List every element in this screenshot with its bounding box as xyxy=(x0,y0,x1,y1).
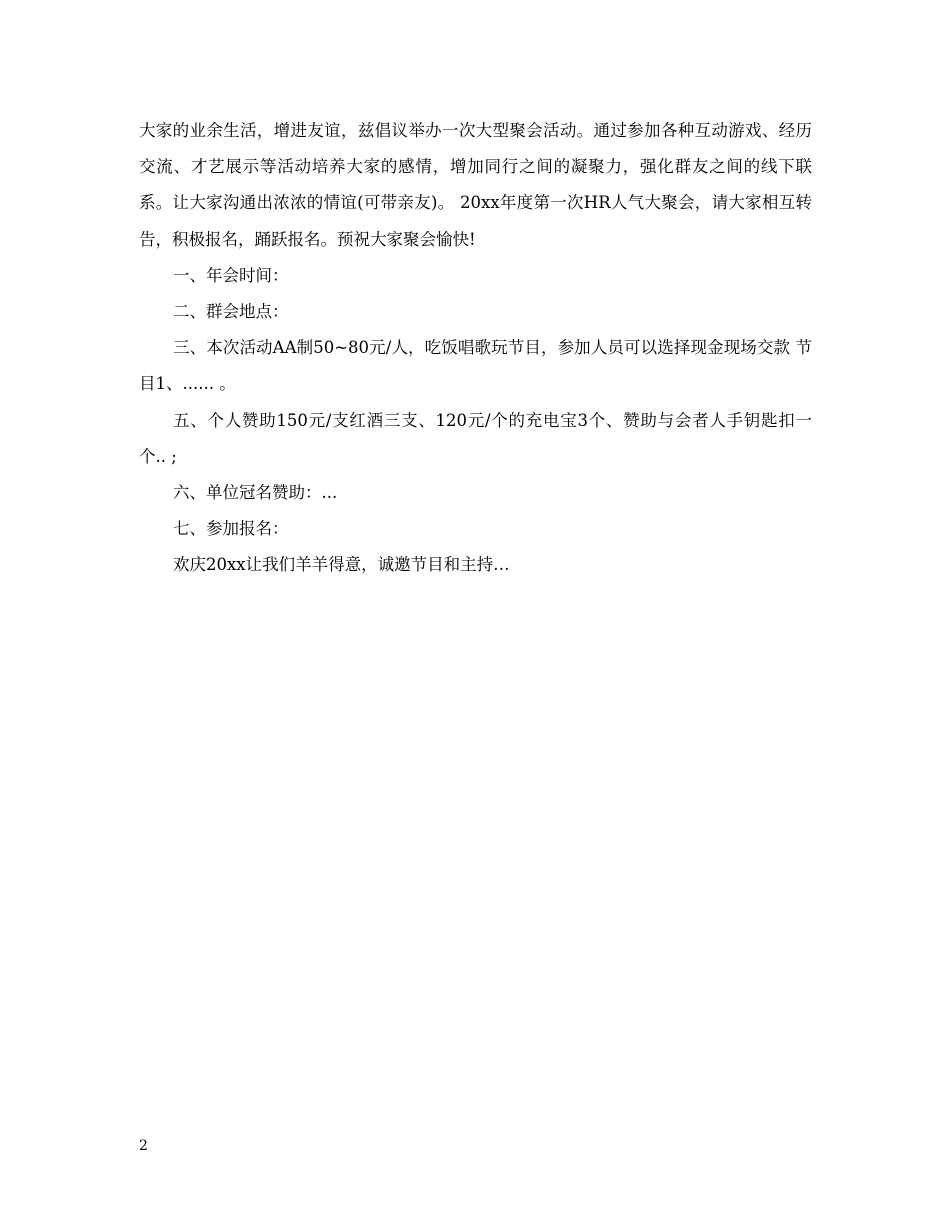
item-registration: 七、参加报名： xyxy=(173,519,289,539)
item-meeting-location: 二、群会地点： xyxy=(173,302,289,322)
document-body xyxy=(139,113,812,584)
item-title-sponsorship: 六、单位冠名赞助：... xyxy=(173,483,338,503)
page-number: 2 xyxy=(139,1138,148,1154)
closing-line: 欢庆20xx让我们羊羊得意，诚邀节目和主持… xyxy=(173,555,510,575)
item-personal-sponsorship: 五、个人赞助150元/支红酒三支、120元/个的充电宝3个、赞助与会者人手钥匙扣一个.. ; xyxy=(139,410,812,466)
item-meeting-time: 一、年会时间： xyxy=(173,265,289,285)
item-activity-fee: 三、本次活动AA制50~80元/人，吃饭唱歌玩节目，参加人员可以选择现金现场交款 节目1、...... 。 xyxy=(139,338,812,394)
intro-paragraph: 大家的业余生活，增进友谊，兹倡议举办一次大型聚会活动。通过参加各种互动游戏、经历交流、才艺展示等活动培养大家的感情，增加同行之间的凝聚力，强化群友之间的线下联系。让大家沟通出浓浓的情谊(可带亲友)。 20xx年度第一次HR人气大聚会，请大家相互转告，积极报名，踊跃报名。预祝大家聚会愉快! xyxy=(139,121,812,249)
